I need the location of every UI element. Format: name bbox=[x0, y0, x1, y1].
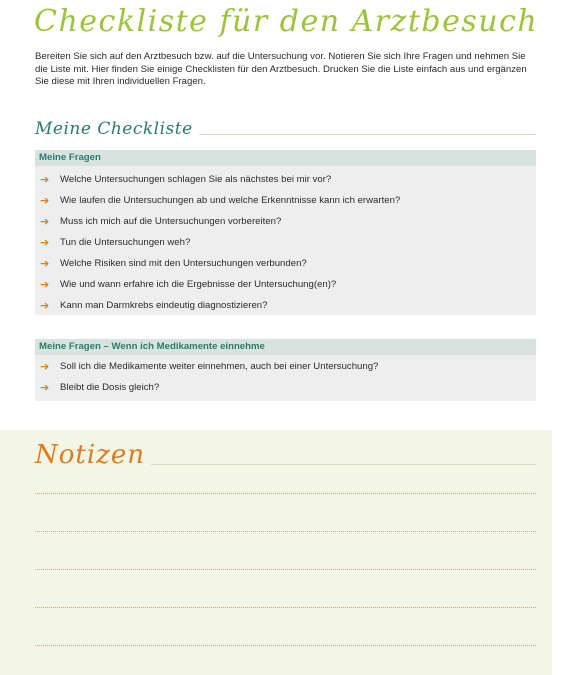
note-line bbox=[35, 607, 536, 608]
question-item bbox=[35, 295, 536, 316]
notes-heading-label: Notizen bbox=[35, 440, 145, 470]
arrow-right-icon: ➔ bbox=[40, 236, 50, 249]
question-text: Soll ich die Medikamente weiter einnehmen, auch bei einer Untersuchung? bbox=[60, 361, 379, 372]
question-text: Muss ich mich auf die Untersuchungen vorbereiten? bbox=[60, 216, 282, 227]
note-line bbox=[35, 493, 536, 494]
notes-heading bbox=[35, 440, 536, 470]
note-line bbox=[35, 569, 536, 570]
question-item bbox=[35, 211, 536, 232]
checklist-heading bbox=[35, 117, 536, 139]
question-text: Wie und wann erfahre ich die Ergebnisse der Untersuchung(en)? bbox=[60, 279, 337, 290]
arrow-right-icon: ➔ bbox=[40, 299, 50, 312]
page-title: Checkliste für den Arztbesuch bbox=[34, 4, 539, 39]
arrow-right-icon: ➔ bbox=[40, 278, 50, 291]
arrow-right-icon: ➔ bbox=[40, 194, 50, 207]
question-text: Bleibt die Dosis gleich? bbox=[60, 382, 160, 393]
question-item bbox=[35, 232, 536, 253]
question-box-header: Meine Fragen bbox=[35, 150, 536, 166]
notes-section bbox=[0, 430, 552, 675]
question-text: Tun die Untersuchungen weh? bbox=[60, 237, 191, 248]
question-item bbox=[35, 377, 536, 398]
notes-heading-rule bbox=[151, 464, 536, 465]
question-item bbox=[35, 274, 536, 295]
question-item bbox=[35, 356, 536, 377]
question-text: Wie laufen die Untersuchungen ab und welche Erkenntnisse kann ich erwarten? bbox=[60, 195, 401, 206]
intro-paragraph: Bereiten Sie sich auf den Arztbesuch bzw. auf die Untersuchung vor. Notieren Sie sich Ihre Fragen und nehmen Sie die Liste mit. Hier finden Sie einige Checklisten für den Arztbesuch. Drucken Sie die Liste einfach aus und ergänzen Sie diese mit Ihren individuellen Fragen. bbox=[35, 51, 527, 88]
note-line bbox=[35, 645, 536, 646]
arrow-right-icon: ➔ bbox=[40, 173, 50, 186]
question-item bbox=[35, 253, 536, 274]
question-item bbox=[35, 169, 536, 190]
checklist-heading-rule bbox=[199, 134, 536, 135]
arrow-right-icon: ➔ bbox=[40, 381, 50, 394]
note-line bbox=[35, 531, 536, 532]
question-text: Welche Untersuchungen schlagen Sie als nächstes bei mir vor? bbox=[60, 174, 332, 185]
arrow-right-icon: ➔ bbox=[40, 360, 50, 373]
question-box-medication bbox=[35, 339, 536, 401]
question-text: Kann man Darmkrebs eindeutig diagnostizieren? bbox=[60, 300, 268, 311]
question-box-general bbox=[35, 150, 536, 315]
arrow-right-icon: ➔ bbox=[40, 257, 50, 270]
arrow-right-icon: ➔ bbox=[40, 215, 50, 228]
question-box-header: Meine Fragen – Wenn ich Medikamente einnehme bbox=[35, 339, 536, 355]
question-item bbox=[35, 190, 536, 211]
question-text: Welche Risiken sind mit den Untersuchungen verbunden? bbox=[60, 258, 307, 269]
checklist-heading-label: Meine Checkliste bbox=[35, 119, 193, 139]
